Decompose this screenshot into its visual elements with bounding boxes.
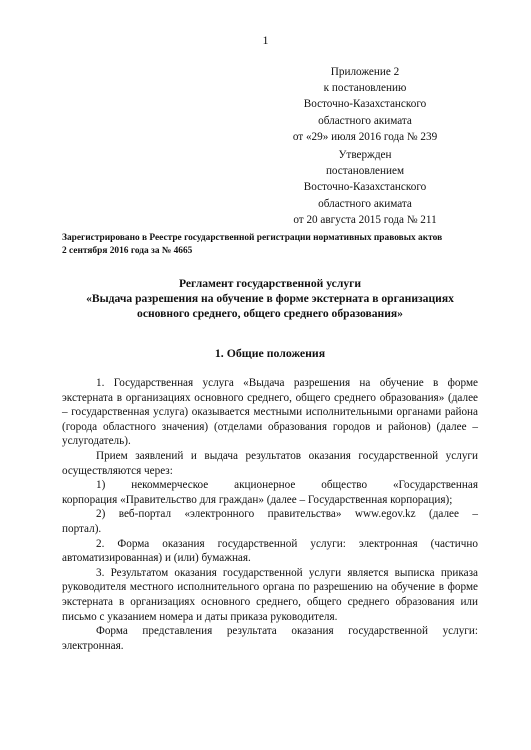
appendix-line: Восточно-Казахстанского bbox=[303, 98, 427, 111]
appendix-line: областного акимата bbox=[318, 114, 412, 127]
appendix-line: к постановлению bbox=[323, 82, 407, 95]
list-word: некоммерческое bbox=[131, 479, 209, 492]
list-word: www.egov.kz bbox=[354, 508, 416, 521]
registration-date: 2 сентября 2016 года за № 4665 bbox=[62, 246, 193, 256]
registration-line: Зарегистрировано в Реестре государственной регистрации нормативных правовых актов bbox=[62, 233, 443, 243]
list-word: (далее bbox=[428, 508, 459, 521]
section-heading: 1. Общие положения bbox=[214, 346, 326, 360]
approved-block bbox=[250, 147, 480, 228]
list-item-first-line bbox=[62, 507, 478, 522]
paragraph: Форма представления результата оказания государственной услуги: электронная. bbox=[62, 625, 478, 652]
list-item-first-line bbox=[62, 478, 478, 493]
list-word: 1) bbox=[96, 479, 106, 492]
approved-line: Восточно-Казахстанского bbox=[303, 181, 427, 194]
page-number: 1 bbox=[262, 33, 269, 47]
list-word: общество bbox=[321, 479, 368, 492]
paragraph: 1. Государственная услуга «Выдача разрешения на обучение в форме экстерната в организациях основного среднего, общего среднего образования» (далее – государственная услуга) оказывается местными исполнительными органами района (города областного значения) (отделами образования городов и районов) (далее – услугодатель). bbox=[62, 377, 478, 448]
registration-note bbox=[62, 232, 482, 258]
list-word: акционерное bbox=[234, 479, 296, 492]
paragraph: 3. Результатом оказания государственной услуги является выписка приказа руководителя местного исполнительного органа по разрешению на обучение в форме экстерната в организациях основного среднего, общего среднего образования или письмо с указанием номера и даты приказа руководителя. bbox=[62, 566, 478, 623]
list-word: 2) bbox=[96, 508, 106, 521]
paragraph: 2. Форма оказания государственной услуги: электронная (частично автоматизированная) и (или) бумажная. bbox=[62, 537, 478, 565]
paragraph: Прием заявлений и выдача результатов оказания государственной услуги осуществляются через: bbox=[62, 449, 478, 477]
list-item-continuation: корпорация «Правительство для граждан» (далее – Государственная корпорация); bbox=[62, 493, 453, 506]
list-word: – bbox=[472, 508, 478, 521]
title-line: основного среднего, общего среднего образования» bbox=[137, 307, 403, 320]
title-line: Регламент государственной услуги bbox=[178, 277, 362, 290]
approved-line: областного акимата bbox=[318, 197, 412, 210]
list-word: «электронного bbox=[184, 508, 255, 521]
appendix-line: Приложение 2 bbox=[330, 66, 400, 78]
approved-line: постановлением bbox=[325, 165, 405, 178]
document-title bbox=[60, 276, 480, 321]
list-word: веб-портал bbox=[118, 508, 172, 521]
section-body bbox=[62, 376, 478, 653]
appendix-block bbox=[250, 64, 480, 145]
list-word: правительства» bbox=[267, 508, 342, 521]
title-line: «Выдача разрешения на обучение в форме экстерната в организациях bbox=[86, 292, 454, 305]
approved-line: от 20 августа 2015 года № 211 bbox=[293, 213, 437, 226]
list-word: «Государственная bbox=[392, 479, 478, 492]
appendix-line: от «29» июля 2016 года № 239 bbox=[292, 130, 438, 143]
list-item-continuation: портал). bbox=[62, 522, 102, 535]
approved-line: Утвержден bbox=[338, 149, 392, 161]
